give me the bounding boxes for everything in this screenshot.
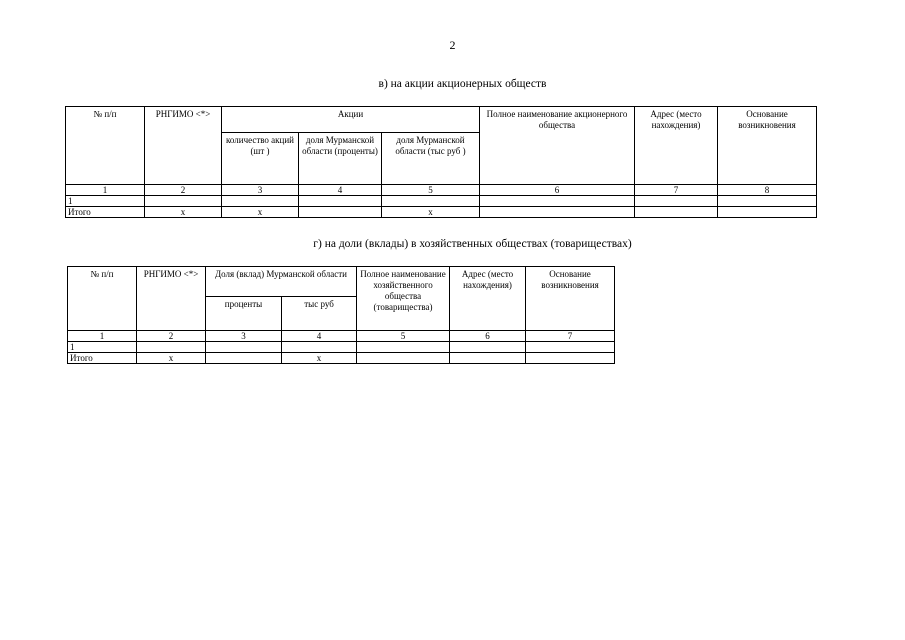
table-cell	[450, 342, 526, 353]
table-row	[68, 342, 615, 353]
header-shares: Акции	[222, 107, 480, 133]
total-row	[66, 207, 817, 218]
table-cell	[206, 342, 282, 353]
column-number: 6	[480, 185, 635, 196]
table-cell: 1	[68, 342, 137, 353]
table-cell: 1	[66, 196, 145, 207]
column-number: 1	[68, 331, 137, 342]
header-rub: тыс руб	[282, 297, 357, 331]
table-row	[66, 196, 817, 207]
column-number: 3	[222, 185, 299, 196]
table-cell	[635, 207, 718, 218]
column-number: 4	[299, 185, 382, 196]
table-cell	[635, 196, 718, 207]
column-number: 8	[718, 185, 817, 196]
shares-in-companies-table	[67, 266, 615, 364]
header-full-name: Полное наименование акционерного общества	[480, 107, 635, 185]
header-rngimo: РНГИМО <*>	[145, 107, 222, 185]
table-cell	[357, 353, 450, 364]
header-num: № п/п	[68, 267, 137, 331]
column-numbers-row	[68, 331, 615, 342]
table-cell	[480, 207, 635, 218]
table-cell	[382, 196, 480, 207]
column-number: 2	[137, 331, 206, 342]
column-numbers-row	[66, 185, 817, 196]
header-basis: Основание возникновения	[718, 107, 817, 185]
column-number: 7	[635, 185, 718, 196]
section-v-heading: в) на акции акционерных обществ	[378, 78, 547, 90]
total-row	[68, 353, 615, 364]
section-g-heading: г) на доли (вклады) в хозяйственных обществах (товариществах)	[313, 238, 632, 250]
table-cell	[299, 196, 382, 207]
header-full-name: Полное наименование хозяйственного общества (товарищества)	[357, 267, 450, 331]
table-cell	[206, 353, 282, 364]
column-number: 4	[282, 331, 357, 342]
table-cell	[357, 342, 450, 353]
column-number: 1	[66, 185, 145, 196]
column-number: 6	[450, 331, 526, 342]
header-basis: Основание возникновения	[526, 267, 615, 331]
header-num: № п/п	[66, 107, 145, 185]
column-number: 7	[526, 331, 615, 342]
table-cell	[480, 196, 635, 207]
table-cell	[450, 353, 526, 364]
table-cell	[137, 342, 206, 353]
column-number: 5	[357, 331, 450, 342]
column-number: 3	[206, 331, 282, 342]
header-share-region: Доля (вклад) Мурманской области	[206, 267, 357, 297]
shares-table	[65, 106, 817, 218]
table-cell	[299, 207, 382, 218]
page-number: 2	[449, 38, 456, 52]
table-cell: x	[382, 207, 480, 218]
table-cell	[526, 353, 615, 364]
table-cell	[282, 342, 357, 353]
table-cell	[526, 342, 615, 353]
total-label: Итого	[66, 207, 145, 218]
header-percent: проценты	[206, 297, 282, 331]
header-rngimo: РНГИМО <*>	[137, 267, 206, 331]
table-cell: x	[137, 353, 206, 364]
table-cell: x	[222, 207, 299, 218]
table-cell	[718, 207, 817, 218]
column-number: 5	[382, 185, 480, 196]
header-address: Адрес (место нахождения)	[450, 267, 526, 331]
table-cell: x	[282, 353, 357, 364]
total-label: Итого	[68, 353, 137, 364]
table-cell	[222, 196, 299, 207]
table-cell	[145, 196, 222, 207]
table-cell: x	[145, 207, 222, 218]
header-address: Адрес (место нахождения)	[635, 107, 718, 185]
table-cell	[718, 196, 817, 207]
header-shares-count: количество акций (шт )	[222, 133, 299, 185]
header-share-rub: доля Мурманской области (тыс руб )	[382, 133, 480, 185]
header-share-percent: доля Мурманской области (проценты)	[299, 133, 382, 185]
column-number: 2	[145, 185, 222, 196]
